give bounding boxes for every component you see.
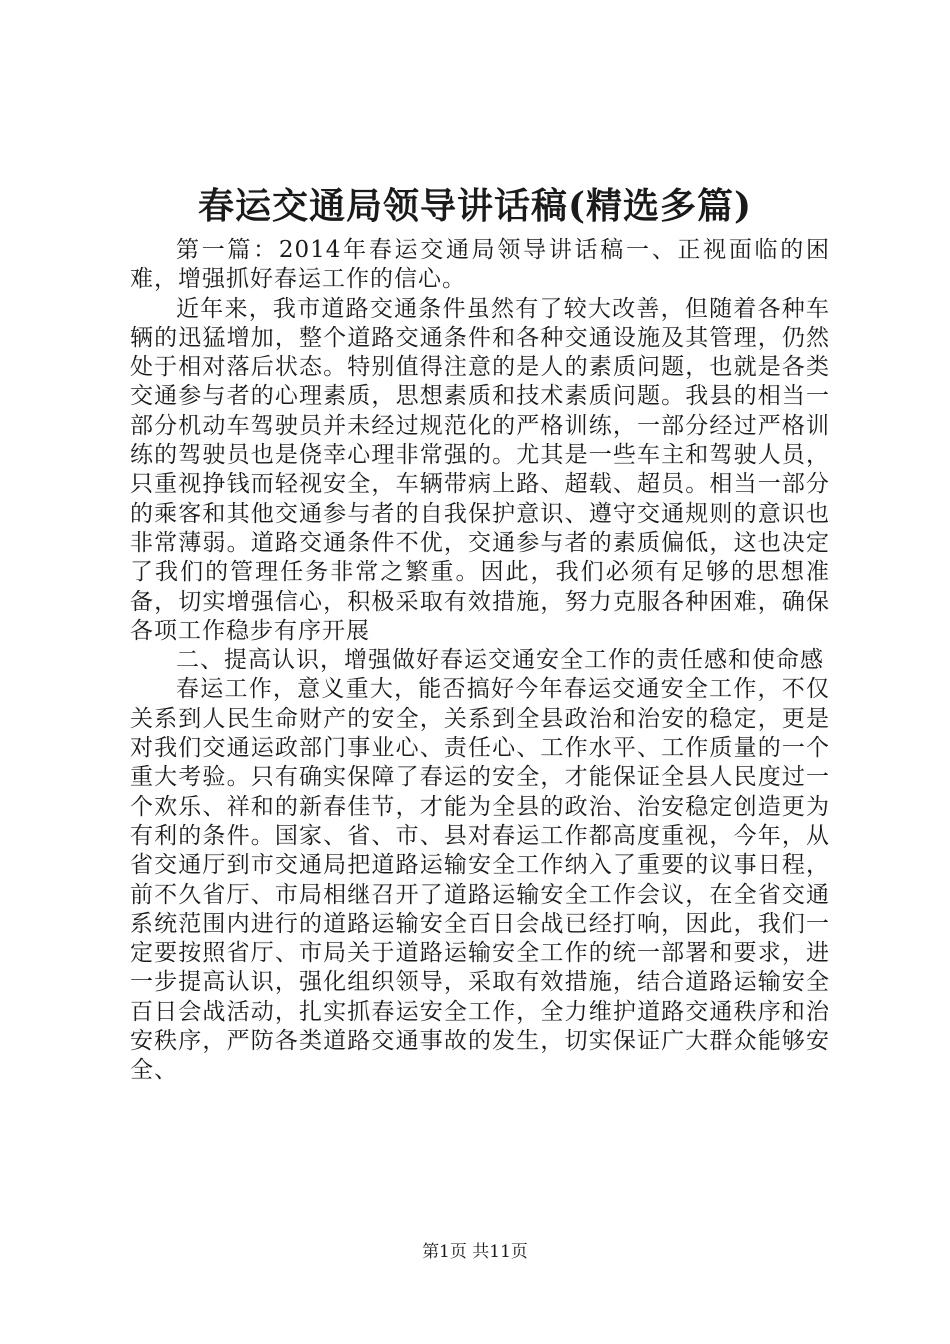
page-number: 第1页 共11页 — [422, 1242, 528, 1262]
document-title: 春运交通局领导讲话稿(精选多篇) — [197, 185, 753, 227]
section-heading-awareness: 二、提高认识，增强做好春运交通安全工作的责任感和使命感 — [176, 647, 824, 674]
paragraph-intro: 第一篇：2014年春运交通局领导讲话稿一、正视面临的困难，增强抓好春运工作的信心。 — [130, 237, 830, 293]
paragraph-significance: 春运工作，意义重大，能否搞好今年春运交通安全工作，不仅关系到人民生命财产的安全，关系到全县政治和治安的稳定，更是对我们交通运政部门事业心、责任心、工作水平、工作质量的一个重大考验。只有确实保障了春运的安全，才能保证全县人民度过一个欢乐、祥和的新春佳节，才能为全县的政治、治安稳定创造更为有利的条件。国家、省、市、县对春运工作都高度重视，今年，从省交通厅到市交通局把道路运输安全工作纳入了重要的议事日程，前不久省厅、市局相继召开了道路运输安全工作会议，在全省交通系统范围内进行的道路运输安全百日会战已经打响，因此，我们一定要按照省厅、市局关于道路运输安全工作的统一部署和要求，进一步提高认识，强化组织领导，采取有效措施，结合道路运输安全百日会战活动，扎实抓春运安全工作，全力维护道路交通秩序和治安秩序，严防各类道路交通事故的发生，切实保证广大群众能够安全、 — [130, 676, 830, 1084]
document-body — [130, 236, 830, 1086]
paragraph-background: 近年来，我市道路交通条件虽然有了较大改善，但随着各种车辆的迅猛增加，整个道路交通条件和各种交通设施及其管理，仍然处于相对落后状态。特别值得注意的是人的素质问题，也就是各类交通参与者的心理素质，思想素质和技术素质问题。我县的相当一部分机动车驾驶员并未经过规范化的严格训练，一部分经过严格训练的驾驶员也是侥幸心理非常强的。尤其是一些车主和驾驶人员，只重视挣钱而轻视安全，车辆带病上路、超载、超员。相当一部分的乘客和其他交通参与者的自我保护意识、遵守交通规则的意识也非常薄弱。道路交通条件不优，交通参与者的素质偏低，这也决定了我们的管理任务非常之繁重。因此，我们必须有足够的思想准备，切实增强信心，积极采取有效措施，努力克服各种困难，确保各项工作稳步有序开展 — [130, 295, 830, 644]
